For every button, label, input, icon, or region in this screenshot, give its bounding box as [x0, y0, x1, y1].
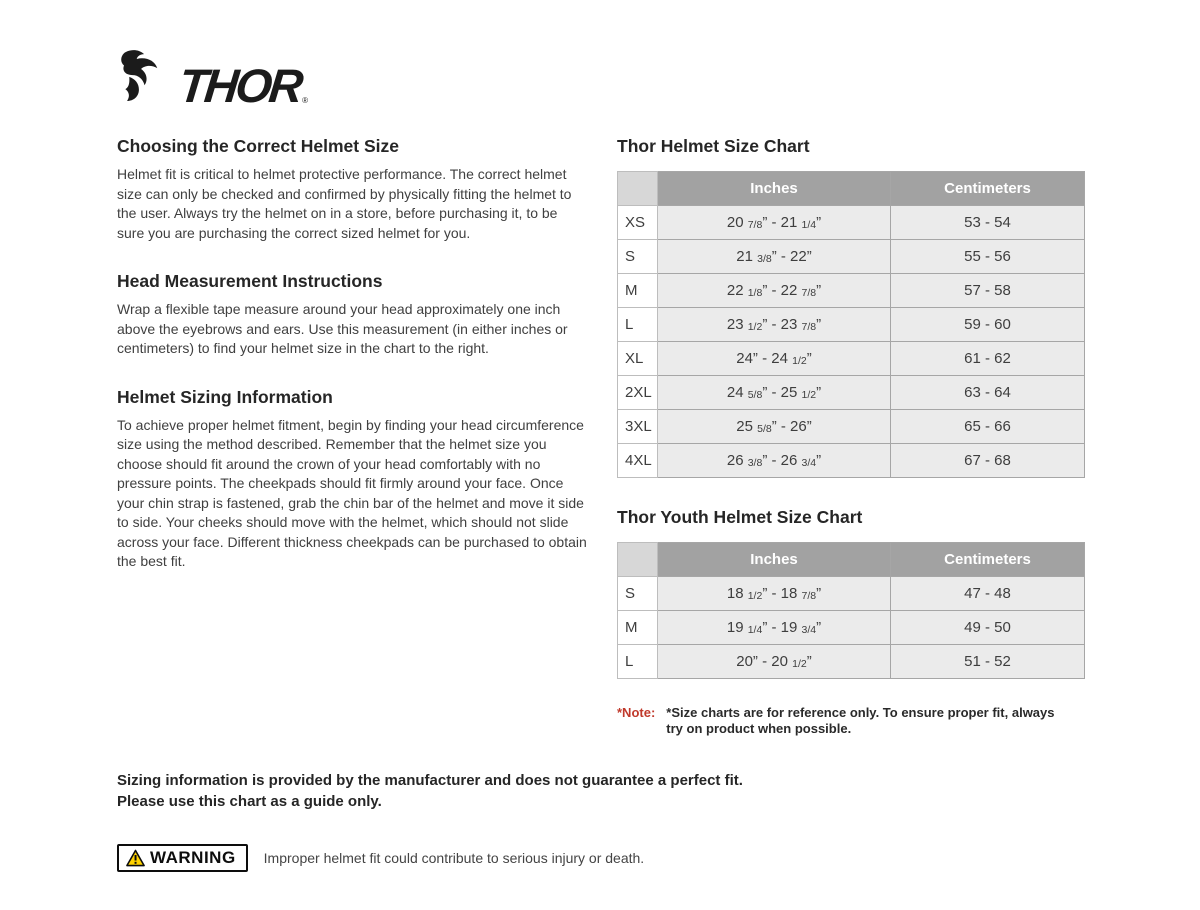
warning-row	[117, 844, 1085, 872]
centimeters-cell: 61 - 62	[891, 342, 1085, 376]
section-body-choosing-size: Helmet fit is critical to helmet protective performance. The correct helmet size can only be checked and confirmed by physically fitting the helmet to the user. Always try the helmet on in a store, before purchasing it, to be sure you are purchasing the correct sized helmet for you.	[117, 166, 572, 241]
note-label: *Note:	[617, 705, 656, 720]
centimeters-cell: 67 - 68	[891, 444, 1085, 478]
reference-note	[617, 705, 1085, 736]
centimeters-cell: 55 - 56	[891, 240, 1085, 274]
column-header: Centimeters	[891, 543, 1085, 577]
size-label-cell: 3XL	[618, 410, 658, 444]
size-row	[618, 410, 1085, 444]
thor-goat-icon	[117, 47, 173, 105]
centimeters-cell: 53 - 54	[891, 206, 1085, 240]
column-header: Centimeters	[891, 172, 1085, 206]
warning-box	[117, 844, 248, 872]
column-header: Inches	[658, 543, 891, 577]
centimeters-cell: 65 - 66	[891, 410, 1085, 444]
centimeters-cell: 51 - 52	[891, 645, 1085, 679]
warning-label: WARNING	[150, 848, 236, 867]
size-label-cell: L	[618, 645, 658, 679]
centimeters-cell: 57 - 58	[891, 274, 1085, 308]
warning-text: Improper helmet fit could contribute to serious injury or death.	[263, 850, 645, 866]
size-row	[618, 308, 1085, 342]
size-row	[618, 444, 1085, 478]
size-label-cell: 2XL	[618, 376, 658, 410]
inches-cell: 22 1/8” - 22 7/8”	[658, 274, 891, 308]
corner-cell	[618, 543, 658, 577]
size-label-cell: M	[618, 611, 658, 645]
size-label-cell: S	[618, 240, 658, 274]
section-body-measurement: Wrap a flexible tape measure around your head approximately one inch above the eyebrows and ears. Use this measurement (in either inches or centimeters) to find your helmet size in the chart to the right.	[117, 301, 568, 356]
size-row	[618, 611, 1085, 645]
inches-cell: 19 1/4” - 19 3/4”	[658, 611, 891, 645]
adult-chart-title: Thor Helmet Size Chart	[617, 136, 810, 156]
brand-wordmark: THOR	[176, 59, 304, 113]
section-heading-sizing-info: Helmet Sizing Information	[117, 386, 333, 407]
centimeters-cell: 47 - 48	[891, 577, 1085, 611]
adult-size-chart-table	[617, 171, 1085, 478]
inches-cell: 23 1/2” - 23 7/8”	[658, 308, 891, 342]
inches-cell: 25 5/8” - 26”	[658, 410, 891, 444]
size-row	[618, 577, 1085, 611]
centimeters-cell: 59 - 60	[891, 308, 1085, 342]
centimeters-cell: 63 - 64	[891, 376, 1085, 410]
manufacturer-disclaimer	[117, 771, 1085, 812]
footer	[117, 771, 1085, 872]
inches-cell: 20” - 20 1/2”	[658, 645, 891, 679]
warning-triangle-icon	[126, 849, 145, 867]
size-row	[618, 206, 1085, 240]
size-label-cell: XL	[618, 342, 658, 376]
size-label-cell: S	[618, 577, 658, 611]
size-row	[618, 240, 1085, 274]
charts-column	[617, 136, 1085, 736]
inches-cell: 26 3/8” - 26 3/4”	[658, 444, 891, 478]
registered-mark: ®	[302, 96, 309, 105]
size-label-cell: M	[618, 274, 658, 308]
size-label-cell: 4XL	[618, 444, 658, 478]
table-header-row	[618, 543, 1085, 577]
inches-cell: 24 5/8” - 25 1/2”	[658, 376, 891, 410]
inches-cell: 18 1/2” - 18 7/8”	[658, 577, 891, 611]
youth-chart-title: Thor Youth Helmet Size Chart	[617, 507, 863, 527]
note-text: *Size charts are for reference only. To ensure proper fit, always try on product when possible.	[666, 705, 1055, 736]
content-columns	[117, 136, 1085, 736]
info-column	[117, 136, 587, 572]
size-row	[618, 376, 1085, 410]
section-heading-choosing-size: Choosing the Correct Helmet Size	[117, 136, 399, 156]
table-header-row	[618, 172, 1085, 206]
thor-logo	[117, 45, 1085, 113]
section-heading-measurement: Head Measurement Instructions	[117, 271, 383, 291]
size-row	[618, 274, 1085, 308]
inches-cell: 21 3/8” - 22”	[658, 240, 891, 274]
corner-cell	[618, 172, 658, 206]
size-label-cell: L	[618, 308, 658, 342]
column-header: Inches	[658, 172, 891, 206]
size-label-cell: XS	[618, 206, 658, 240]
youth-size-chart-table	[617, 542, 1085, 679]
inches-cell: 20 7/8” - 21 1/4”	[658, 206, 891, 240]
disclaimer-line-2: Please use this chart as a guide only.	[117, 792, 382, 810]
disclaimer-line-1: Sizing information is provided by the manufacturer and does not guarantee a perfect fit.	[117, 772, 743, 789]
size-row	[618, 645, 1085, 679]
size-row	[618, 342, 1085, 376]
inches-cell: 24” - 24 1/2”	[658, 342, 891, 376]
section-body-sizing-info: To achieve proper helmet fitment, begin by finding your head circumference size using the method described. Remember that the helmet size you choose should fit around the crown of your head comfortably with no pressure points. The cheekpads should fit firmly around your face. Once your chin strap is fastened, grab the chin bar of the helmet and move it side to side. Your cheeks should move with the helmet, which should not slide across your face. Different thickness cheekpads can be purchased to obtain the best fit.	[117, 416, 587, 569]
centimeters-cell: 49 - 50	[891, 611, 1085, 645]
